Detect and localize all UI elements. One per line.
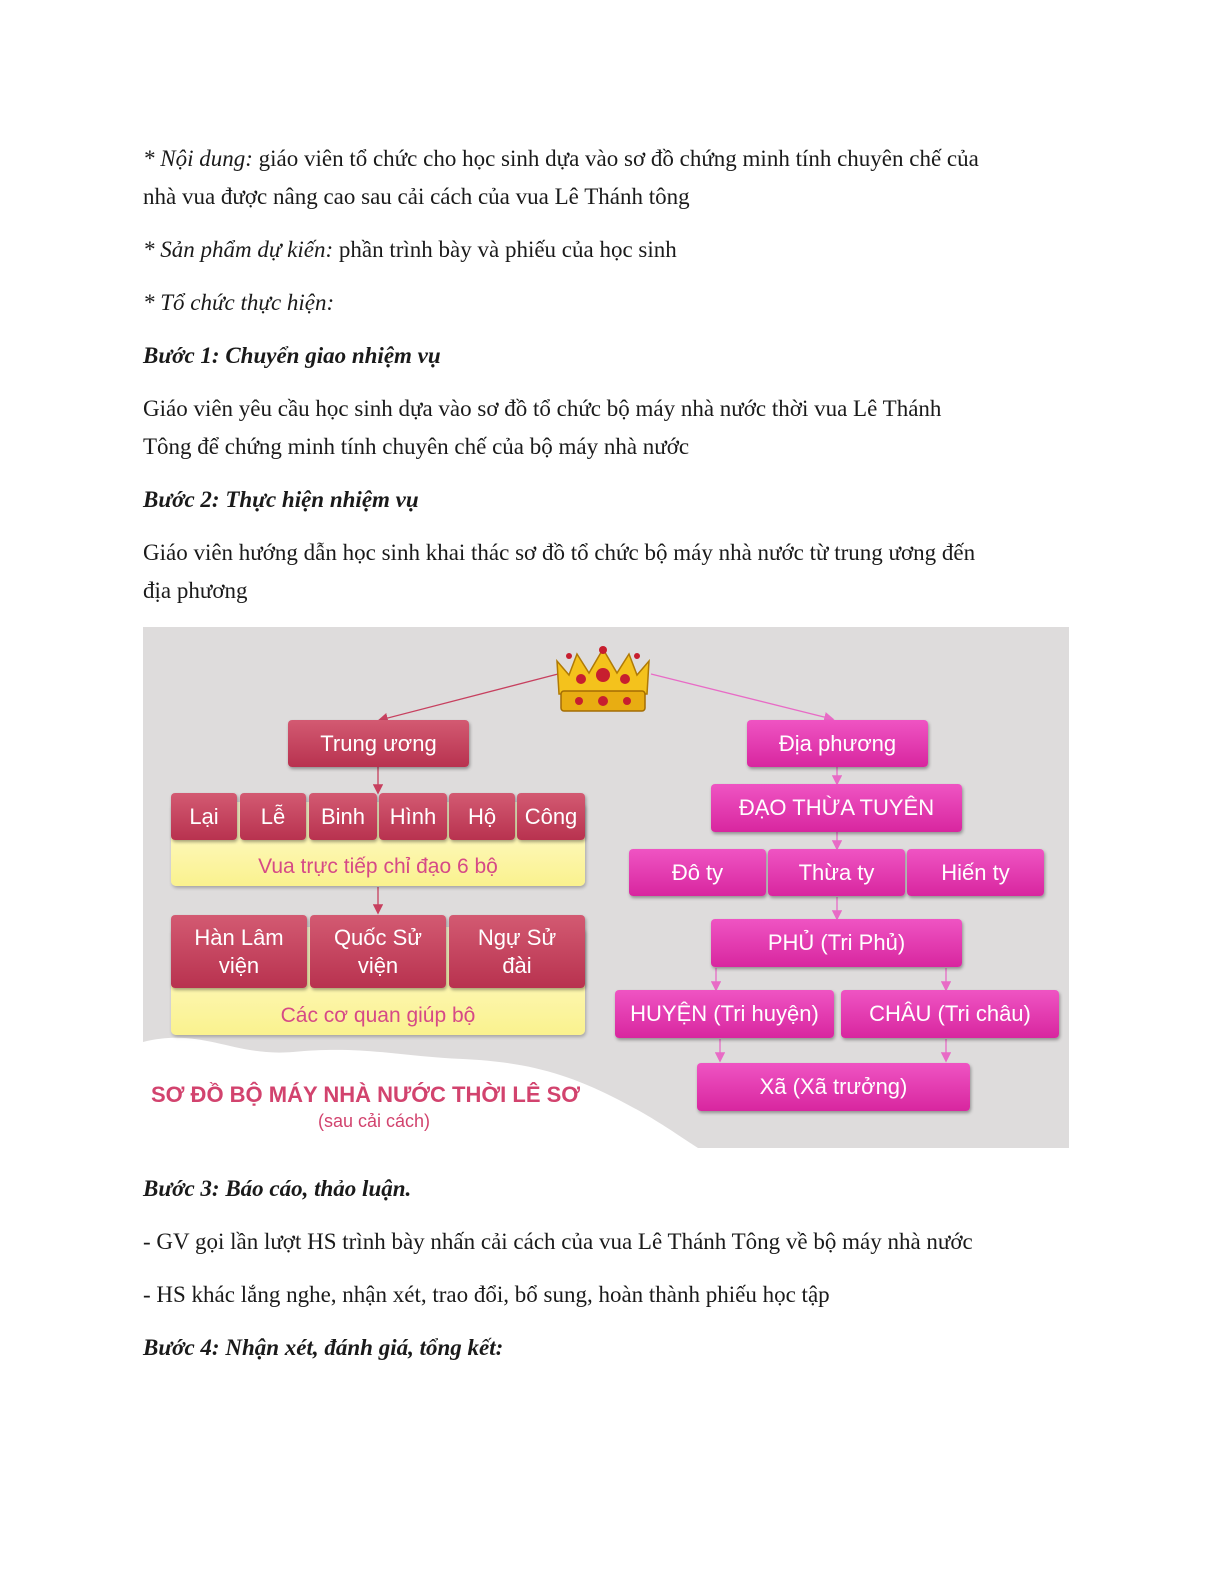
buoc2-text-line-1: Giáo viên hướng dẫn học sinh khai thác sơ đồ tổ chức bộ máy nhà nước từ trung ương đến [143,540,976,565]
dia-phuong-box: Địa phương [747,720,928,767]
agency-quoc-su-vien: Quốc Sử viện [310,915,446,988]
ministry-ho: Hộ [449,793,515,840]
buoc3-item-2: - HS khác lắng nghe, nhận xét, trao đổi, bổ sung, hoàn thành phiếu học tập [143,1282,830,1307]
buoc1-heading: Bước 1: Chuyển giao nhiệm vụ [143,343,441,368]
ministry-binh: Binh [309,793,377,840]
diagram-caption-subtitle: (sau cải cách) [318,1111,431,1131]
phu-box: PHỦ (Tri Phủ) [711,919,962,967]
state-apparatus-diagram [143,627,1069,1148]
diagram-caption-title: SƠ ĐỒ BỘ MÁY NHÀ NƯỚC THỜI LÊ SƠ [151,1082,581,1107]
buoc4-heading: Bước 4: Nhận xét, đánh giá, tổng kết: [143,1335,504,1360]
buoc2-heading: Bước 2: Thực hiện nhiệm vụ [143,487,419,512]
thua-ty-box: Thừa ty [768,849,905,896]
to-chuc-label: * Tổ chức thực hiện: [143,290,335,315]
buoc1-text-line-1: Giáo viên yêu cầu học sinh dựa vào sơ đồ tổ chức bộ máy nhà nước thời vua Lê Thánh [143,396,942,421]
buoc2-text-line-2: địa phương [143,578,248,603]
noi-dung-text: giáo viên tổ chức cho học sinh dựa vào sơ đồ chứng minh tính chuyên chế của [252,146,979,171]
crown-icon [557,646,649,711]
ministries-note: Vua trực tiếp chỉ đạo 6 bộ [171,802,585,886]
ministry-le: Lễ [240,793,306,840]
trung-uong-box: Trung ương [288,720,469,767]
dao-thua-tuyen-box: ĐẠO THỪA TUYÊN [711,784,962,832]
do-ty-box: Đô ty [629,849,766,896]
buoc1-text-line-2: Tông để chứng minh tính chuyên chế của bộ máy nhà nước [143,434,690,459]
xa-box: Xã (Xã trưởng) [697,1063,970,1111]
san-pham-label: * Sản phẩm dự kiến: [143,237,334,262]
san-pham-paragraph [143,231,677,269]
san-pham-text: phần trình bày và phiếu của học sinh [333,237,677,262]
noi-dung-text-line-2: nhà vua được nâng cao sau cải cách của vua Lê Thánh tông [143,184,690,209]
agency-han-lam-vien: Hàn Lâm viện [171,915,307,988]
agency-ngu-su-dai: Ngự Sử đài [449,915,585,988]
huyen-box: HUYỆN (Tri huyện) [615,990,834,1038]
noi-dung-label: * Nội dung: [143,146,253,171]
noi-dung-paragraph [143,140,1069,178]
ministry-lai: Lại [171,793,237,840]
agencies-note: Các cơ quan giúp bộ [171,927,585,1035]
ministry-cong: Công [517,793,585,840]
buoc3-item-1: - GV gọi lần lượt HS trình bày nhấn cải cách của vua Lê Thánh Tông về bộ máy nhà nước [143,1229,973,1254]
buoc3-heading: Bước 3: Báo cáo, thảo luận. [143,1176,412,1201]
chau-box: CHÂU (Tri châu) [841,990,1059,1038]
ministry-hinh: Hình [379,793,447,840]
hien-ty-box: Hiến ty [907,849,1044,896]
